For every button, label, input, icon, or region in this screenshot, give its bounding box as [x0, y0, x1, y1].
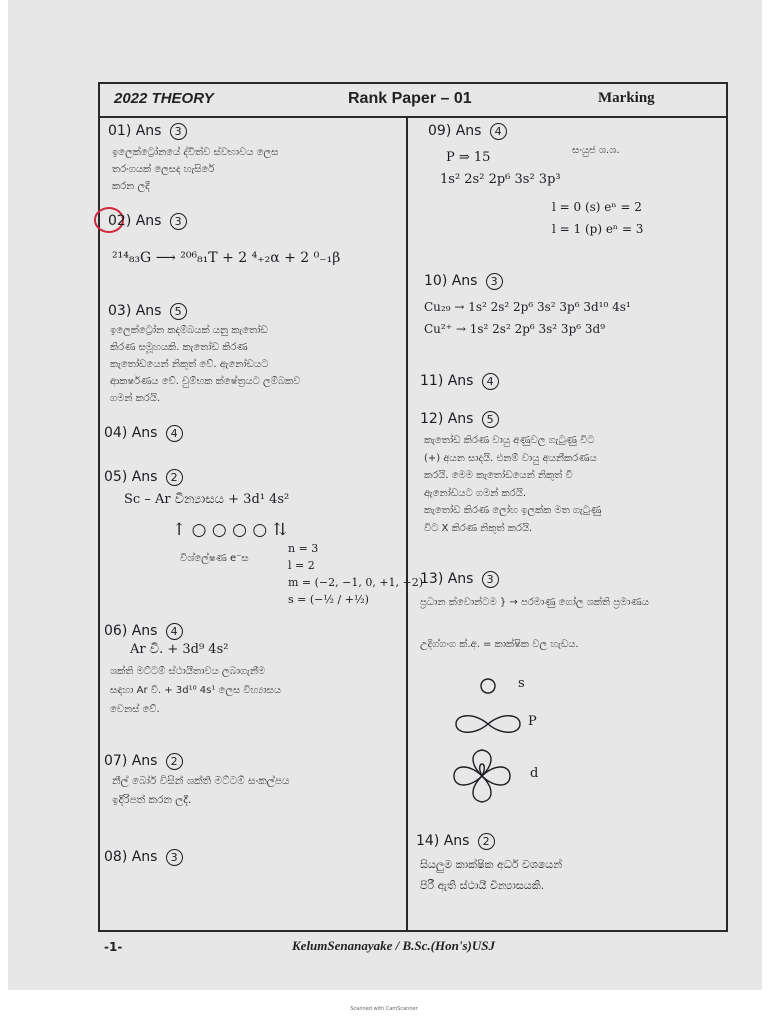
q14-explanation [420, 854, 562, 896]
q09-l-values [552, 196, 643, 240]
q03-line: කිරණ සමූහයකි. කැතෝඩ කිරණ [110, 342, 248, 353]
d-orbital-icon [454, 750, 510, 802]
q10-heading [424, 272, 503, 291]
q01-line: කරන ලදී [112, 181, 150, 192]
q03-line: ආකර්ෂණය වේ. චුම්භක ක්ෂේත්‍රයට ලම්බකව [110, 376, 301, 387]
quantum-n: n = 3 [288, 542, 319, 555]
q12-explanation [424, 432, 601, 537]
q09-config: 1s² 2s² 2p⁶ 3s² 3p³ [440, 172, 561, 187]
q13-label: 13) Ans [420, 571, 474, 587]
q06-line: සඳහා Ar වි. + 3d¹⁰ 4s¹ ලෙස විහ්‍යාසය [110, 685, 282, 696]
q14-line: පිරී ඇති ස්ථායී වින්‍යාසයකි. [420, 879, 545, 892]
q10-cu2plus: Cu²⁺ → 1s² 2s² 2p⁶ 3s² 3p⁶ 3d⁹ [424, 322, 606, 336]
q10-label: 10) Ans [424, 273, 478, 289]
theory-label: 2022 THEORY [114, 90, 214, 107]
q08-answer: 3 [166, 849, 183, 866]
q02-answer: 3 [170, 213, 187, 230]
q09-heading [428, 122, 507, 141]
q11-label: 11) Ans [420, 373, 474, 389]
q01-label: 01) Ans [108, 123, 162, 139]
q06-answer: 4 [166, 623, 183, 640]
quantum-m: m = (−2, −1, 0, +1, +2) [288, 576, 424, 589]
q01-line: ඉලෙක්ට්‍රෝනයේ ද්විත්ව ස්වභාවය ලෙස [112, 147, 279, 158]
q09-l-line: l = 1 (p) eⁿ = 3 [552, 222, 644, 236]
q05-answer: 2 [166, 469, 183, 486]
q10-cu: Cu₂₉ → 1s² 2s² 2p⁶ 3s² 3p⁶ 3d¹⁰ 4s¹ [424, 300, 631, 314]
q11-answer: 4 [482, 373, 499, 390]
q05-electron-label: විශ්ලේෂණ e⁻ස [180, 553, 249, 564]
q03-line: ඉලෙක්ට්‍රෝන කදම්බයක් යනු කැතෝඩ [110, 325, 268, 336]
q05-orbital-boxes: ↑ ○ ○ ○ ○ ⇅ [172, 520, 287, 540]
q07-explanation [112, 772, 289, 810]
q12-line: කැතෝඩ කිරණ ලෝහ ඉලක්ක මත ගැටුණු [424, 505, 602, 516]
q02-label: 02) Ans [108, 213, 162, 229]
paper-title: Rank Paper – 01 [348, 90, 472, 107]
q06-explanation [110, 662, 281, 719]
p-orbital-icon [456, 716, 520, 733]
q05-config: Sc – Ar වින්‍යාසය + 3d¹ 4s² [124, 492, 290, 507]
q01-explanation [112, 144, 278, 195]
author-credit: KelumSenanayake / B.Sc.(Hon's)USJ [292, 938, 495, 953]
q13-principal-line: ප්‍රධාන ක්වොන්ටම } → පරමාණු ගෝල ශක්ති ප්‍රමාණය [420, 597, 649, 608]
column-divider [406, 116, 408, 932]
q08-heading [104, 848, 183, 867]
q09-answer: 4 [490, 123, 507, 140]
q07-line: ඉදිරිපත් කරන ලදී. [112, 794, 192, 806]
q12-line: ඇනෝඩයට ගමන් කරයි. [424, 487, 527, 499]
q04-answer: 4 [166, 425, 183, 442]
q03-explanation [110, 322, 300, 407]
q07-label: 07) Ans [104, 753, 158, 769]
q03-line: කැතෝඩයෙන් නිකුත් වේ. ඇනෝඩයට [110, 359, 269, 370]
quantum-l: l = 2 [288, 559, 315, 572]
q12-line: (+) අයන සාදයි. එනම් වායු අයනීකරණය [424, 452, 597, 464]
q06-heading [104, 622, 183, 641]
q11-heading [420, 372, 499, 391]
q09-l-line: l = 0 (s) eⁿ = 2 [552, 200, 642, 214]
q06-config: Ar වි. + 3d⁹ 4s² [130, 642, 229, 657]
quantum-s: s = (−½ / +½) [288, 593, 369, 606]
q14-heading [416, 832, 495, 851]
q06-label: 06) Ans [104, 623, 158, 639]
q05-heading [104, 468, 183, 487]
q13-heading [420, 570, 499, 589]
q05-label: 05) Ans [104, 469, 158, 485]
q08-label: 08) Ans [104, 849, 158, 865]
q12-answer: 5 [482, 411, 499, 428]
q09-p-line: P ⇒ 15 [446, 150, 491, 165]
q01-line: තරංගයක් ලෙසද හැසිරේ [112, 164, 215, 175]
q13-azimuthal-line: උදිග්ගංග ක්.අ. = කාක්ෂික වල හැඩය. [420, 639, 579, 650]
q03-answer: 5 [170, 303, 187, 320]
q09-label: 09) Ans [428, 123, 482, 139]
q12-line: විට X කිරණ නිකුත් කරයි. [424, 522, 533, 534]
orbital-shapes-diagram [440, 668, 560, 818]
q02-heading [108, 212, 187, 231]
q02-equation: ²¹⁴₈₃G ⟶ ²⁰⁶₈₁T + 2 ⁴₊₂α + 2 ⁰₋₁β [112, 250, 341, 266]
q06-line: වෙනස් වේ. [110, 704, 160, 715]
q12-heading [420, 410, 499, 429]
q01-answer: 3 [170, 123, 187, 140]
q07-heading [104, 752, 183, 771]
d-label: d [530, 766, 539, 781]
page-header [100, 86, 726, 118]
q12-label: 12) Ans [420, 411, 474, 427]
q07-line: නීල් බෝර් විසින් ශක්ති මට්ටම් සංකල්පය [112, 775, 290, 787]
scanner-watermark: Scanned with CamScanner [350, 1006, 418, 1012]
q14-label: 14) Ans [416, 833, 470, 849]
q03-label: 03) Ans [108, 303, 162, 319]
q14-answer: 2 [478, 833, 495, 850]
q12-line: කරයි. මෙම කැතෝඩයෙන් නිකුත් වී [424, 470, 573, 481]
q10-answer: 3 [486, 273, 503, 290]
q03-line: ගමන් කරයි. [110, 393, 161, 404]
q03-heading [108, 302, 187, 321]
s-label: s [518, 676, 525, 691]
q13-answer: 3 [482, 571, 499, 588]
q09-valence-label: සංයුජ ශ.ශ. [572, 145, 620, 156]
q14-line: සියලුම කාක්ෂික අර්ධ වශයෙන් [420, 858, 563, 871]
q01-heading [108, 122, 187, 141]
q06-line: ශක්ති මට්ටම් ස්ථායීතාවය ලබාගැනීම [110, 666, 266, 677]
page-number: -1- [104, 940, 123, 954]
q05-quantum-numbers [288, 540, 423, 608]
q04-label: 04) Ans [104, 425, 158, 441]
q07-answer: 2 [166, 753, 183, 770]
marking-label: Marking [598, 90, 655, 106]
q12-line: කැතෝඩ කිරණ වායු අණුවල ගැටුණු විට [424, 435, 595, 446]
s-orbital-icon [481, 679, 495, 693]
q04-heading [104, 424, 183, 443]
p-label: P [528, 714, 537, 729]
